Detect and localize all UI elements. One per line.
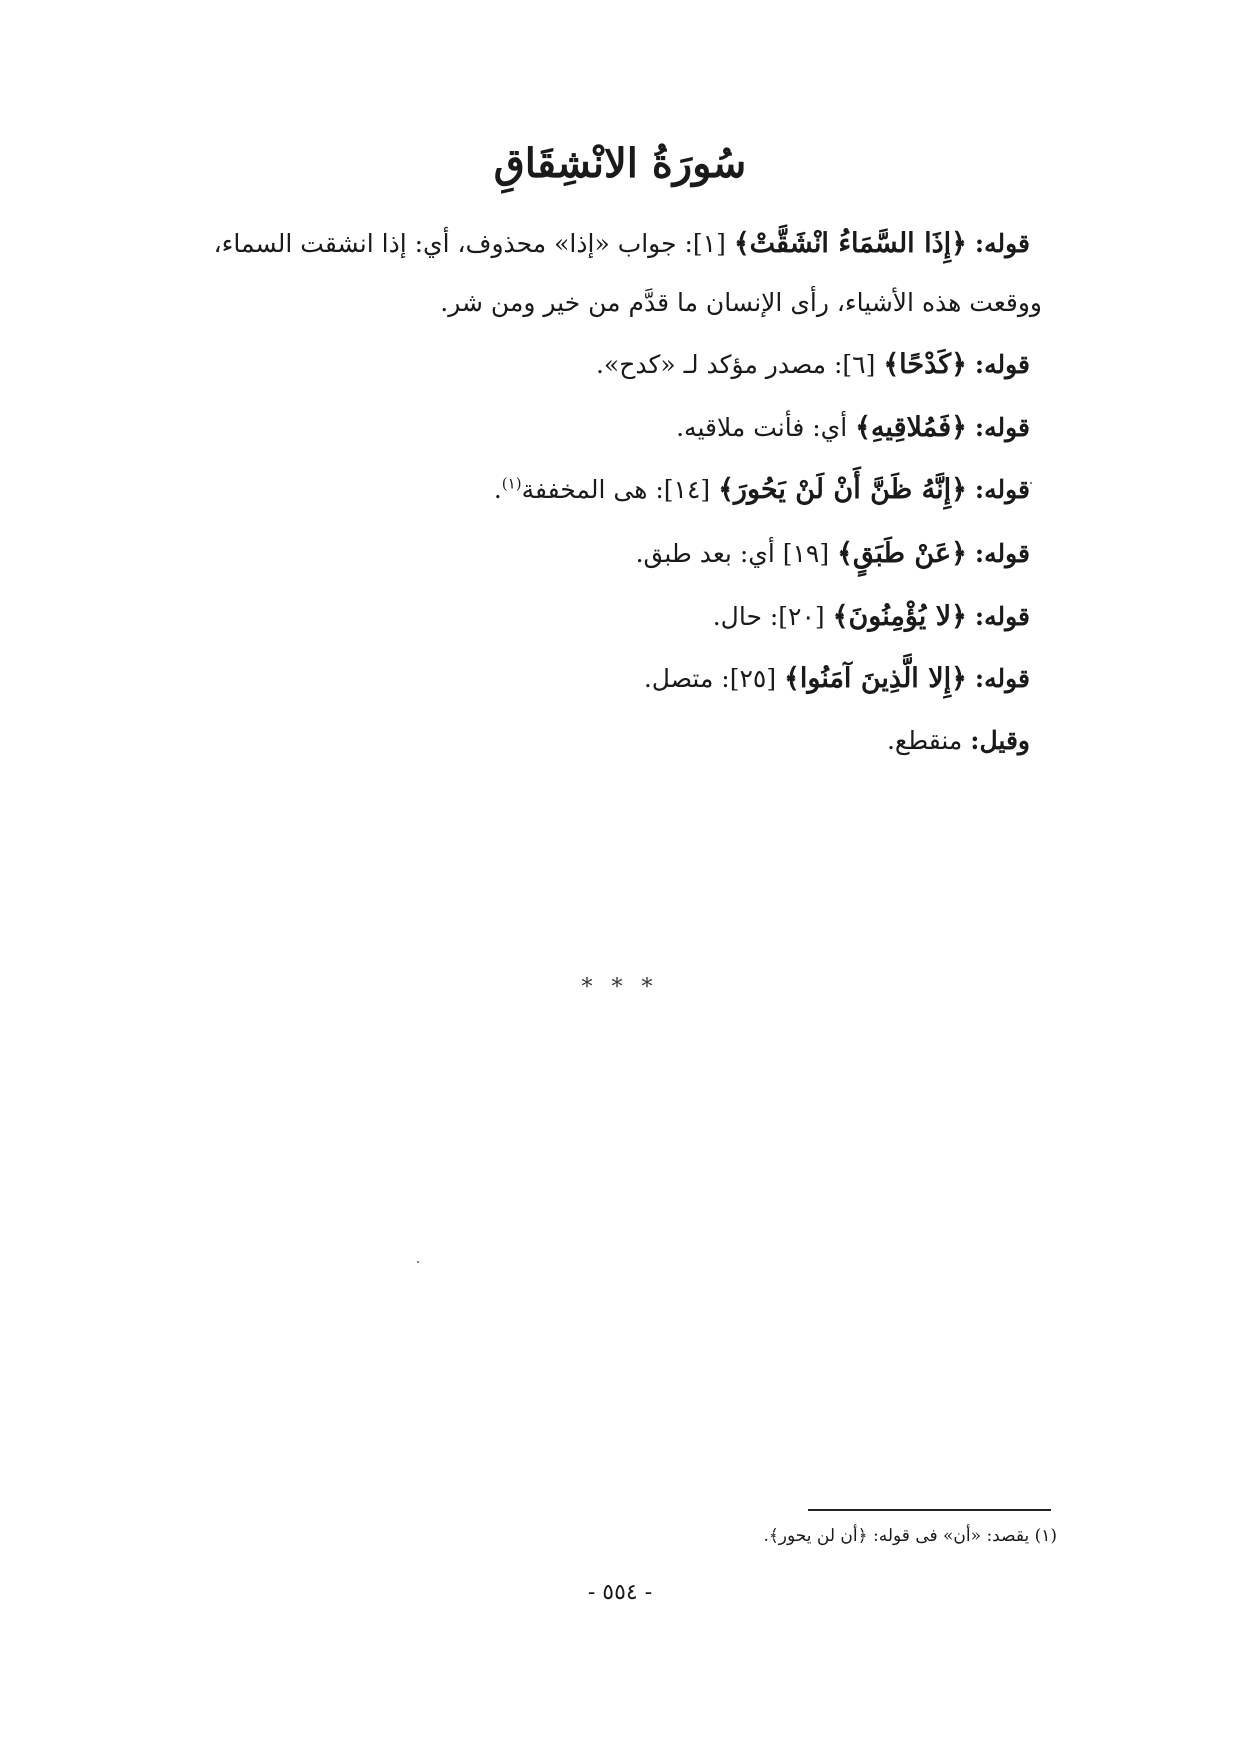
footnote-reference: (١) [501,474,522,493]
footnote-divider [808,1509,1051,1511]
surah-title: سُورَةُ الانْشِقَاقِ [493,140,747,187]
commentary-text: [٦]: مصدر مؤكد لـ «كدح». [595,350,876,379]
line-label: قوله: [974,475,1030,504]
quran-verse: ﴿لا يُؤْمِنُونَ﴾ [832,601,967,632]
quran-verse: ﴿كَدْحًا﴾ [883,349,967,380]
commentary-line [596,345,1030,385]
section-ornament: * * * [581,975,659,1000]
commentary-line [440,283,1042,323]
line-end-punctuation: . [493,475,502,504]
commentary-text: منقطع. [886,726,963,755]
commentary-line [636,534,1030,574]
commentary-text: [١]: جواب «إذا» محذوف، أي: إذا انشقت السماء، [213,229,726,258]
commentary-line [887,721,1030,761]
page-number: - ٥٥٤ - [587,1580,653,1605]
line-label: قوله: [974,664,1030,693]
quran-verse: ﴿إِنَّهُ ظَنَّ أَنْ لَنْ يَحُورَ﴾ [718,474,967,505]
quran-verse: ﴿فَمُلاقِيهِ﴾ [855,412,967,443]
scan-speck [417,1261,419,1263]
quran-verse: ﴿عَنْ طَبَقٍ﴾ [837,538,967,569]
commentary-text: [١٤]: هى المخففة [521,475,711,504]
commentary-text: أي: فأنت ملاقيه. [676,413,848,442]
commentary-text: ووقعت هذه الأشياء، رأى الإنسان ما قدَّم من خير ومن شر. [440,288,1042,317]
line-label: قوله: [974,229,1030,258]
line-label: وقيل: [970,726,1030,755]
line-label: قوله: [974,602,1030,631]
commentary-line [494,470,1030,510]
commentary-text: [٢٥]: متصل. [643,664,777,693]
scan-speck [1030,482,1032,484]
footnote: (١) يقصد: «أن» فى قوله: ﴿أن لن يحور﴾. [763,1526,1057,1546]
commentary-line [644,659,1030,699]
line-label: قوله: [974,413,1030,442]
quran-verse: ﴿إِلا الَّذِينَ آمَنُوا﴾ [784,663,967,694]
line-label: قوله: [974,350,1030,379]
commentary-line [713,597,1030,637]
commentary-line [676,408,1030,448]
commentary-text: [١٩] أي: بعد طبق. [635,539,830,568]
quran-verse: ﴿إِذَا السَّمَاءُ انْشَقَّتْ﴾ [733,228,967,259]
line-label: قوله: [974,539,1030,568]
commentary-line [215,224,1030,264]
commentary-text: [٢٠]: حال. [712,602,825,631]
